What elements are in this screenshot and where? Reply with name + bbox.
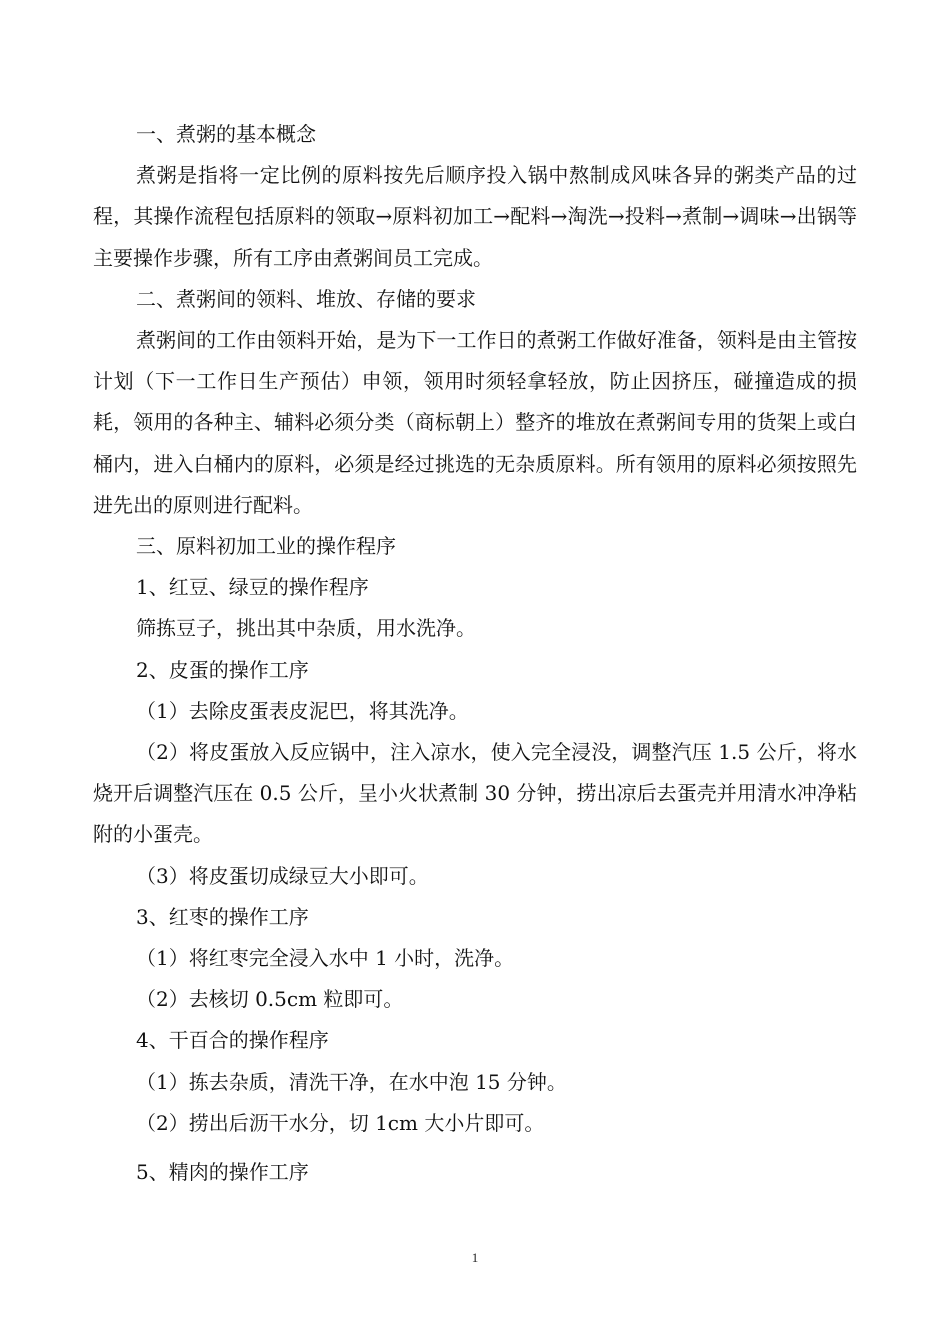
item2-step-2: （2）将皮蛋放入反应锅中，注入凉水，使入完全浸没，调整汽压 1.5 公斤，将水烧开后调整汽压在 0.5 公斤，呈小火状煮制 30 分钟，捞出凉后去蛋壳并用清水冲净粘附的小蛋壳。 <box>93 740 857 847</box>
section1-heading: 一、煮粥的基本概念 <box>136 122 316 146</box>
item4-step-2: （2）捞出后沥干水分，切 1cm 大小片即可。 <box>136 1110 545 1135</box>
item2-heading: 2、皮蛋的操作工序 <box>136 657 309 682</box>
page-number: 1 <box>471 1250 479 1265</box>
item3-step-1: （1）将红枣完全浸入水中 1 小时，洗净。 <box>136 946 515 971</box>
section1-paragraph: 煮粥是指将一定比例的原料按先后顺序投入锅中熬制成风味各异的粥类产品的过程，其操作流程包括原料的领取→原料初加工→配料→淘洗→投料→煮制→调味→出锅等主要操作步骤，所有工序由煮粥间员工完成。 <box>93 163 857 270</box>
section2-paragraph: 煮粥间的工作由领料开始，是为下一工作日的煮粥工作做好准备，领料是由主管按计划（下一工作日生产预估）申领，领用时须轻拿轻放，防止因挤压，碰撞造成的损耗，领用的各种主、辅料必须分类（商标朝上）整齐的堆放在煮粥间专用的货架上或白桶内，进入白桶内的原料，必须是经过挑选的无杂质原料。所有领用的原料必须按照先进先出的原则进行配料。 <box>93 328 857 517</box>
item3-heading: 3、红枣的操作工序 <box>136 904 309 929</box>
item2-step-1: （1）去除皮蛋表皮泥巴，将其洗净。 <box>136 698 469 723</box>
section3-heading: 三、原料初加工业的操作程序 <box>136 534 396 559</box>
item1-heading: 1、红豆、绿豆的操作程序 <box>136 575 369 600</box>
item3-step-2: （2）去核切 0.5cm 粒即可。 <box>136 987 404 1012</box>
item2-step-3: （3）将皮蛋切成绿豆大小即可。 <box>136 863 429 888</box>
document-body <box>93 114 857 1193</box>
item1-paragraph: 筛拣豆子，挑出其中杂质，用水洗净。 <box>136 616 476 641</box>
item4-heading: 4、干百合的操作程序 <box>136 1028 329 1053</box>
item5-heading: 5、精肉的操作工序 <box>136 1160 309 1185</box>
item4-step-1: （1）拣去杂质，清洗干净，在水中泡 15 分钟。 <box>136 1069 567 1094</box>
section2-heading: 二、煮粥间的领料、堆放、存储的要求 <box>136 286 476 311</box>
